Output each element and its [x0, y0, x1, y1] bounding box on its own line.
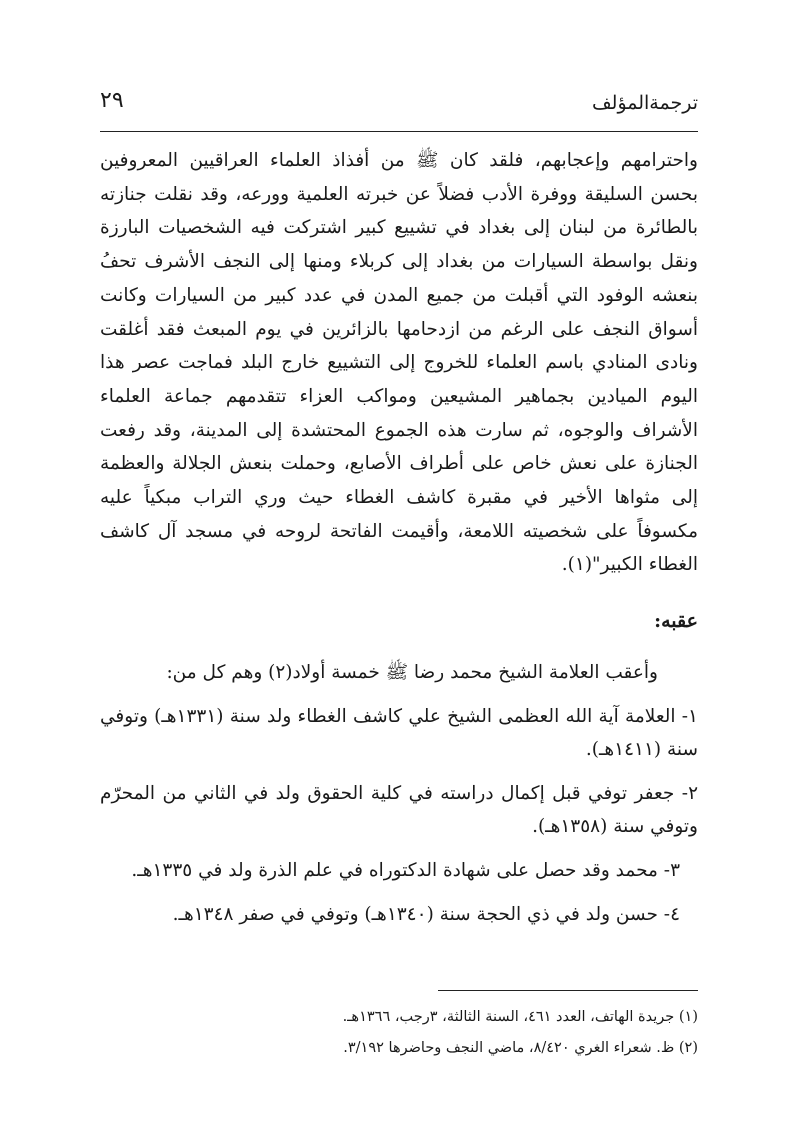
list-item: ٤- حسن ولد في ذي الحجة سنة (١٣٤٠هـ) وتوفي في صفر ١٣٤٨هـ.: [172, 904, 680, 925]
running-title: ترجمةالمؤلف: [591, 92, 698, 114]
main-paragraph: [100, 144, 698, 582]
footnote-divider: [438, 990, 698, 991]
footnote: (١) جريدة الهاتف، العدد ٤٦١، السنة الثالثة، ٣رجب، ١٣٦٦هـ.: [342, 1009, 698, 1025]
list-item: ١- العلامة آية الله العظمى الشيخ علي كاشف الغطاء ولد سنة (١٣٣١هـ) وتوفي سنة (١٤١١هـ).: [100, 706, 698, 760]
footnote: (٢) ظ. شعراء الغري ٨/٤٢٠، ماضي النجف وحاضرها ٣/١٩٢.: [343, 1040, 698, 1056]
list-intro: وأعقب العلامة الشيخ محمد رضا ﷺ خمسة أولاد(٢) وهم كل من:: [166, 662, 658, 683]
section-heading: عقبه:: [654, 610, 698, 632]
paragraph-text: واحترامهم وإعجابهم، فلقد كان ﷺ من أفذاذ العلماء العراقيين المعروفين بحسن السليقة ووفرة الأدب فضلاً عن خبرته العلمية وورعه، وقد نقلت جنازته بالطائرة من لبنان إلى بغداد في تشييع كبير اشتركت فيه الشخصيات البارزة ونقل بواسطة السيارات من بغداد إلى كربلاء ومنها إلى النجف الأشرف تحفُ بنعشه الوفود التي أقبلت من جميع المدن في عدد كبير من السيارات وكانت أسواق النجف على الرغم من ازدحامها بالزائرين في يوم المبعث فقد أغلقت ونادى المنادي باسم العلماء للخروج إلى التشييع خارج البلد فماجت عصر هذا اليوم الميادين بجماهير المشيعين ومواكب العزاء تتقدمهم جماعة العلماء الأشراف والوجوه، ثم سارت هذه الجموع المحتشدة إلى المدينة، وقد رفعت الجنازة على نعش خاص على أطراف الأصابع، وحملت بنعش الجلالة والعظمة إلى مثواها الأخير في مقبرة كاشف الغطاء حيث وري التراب مبكياً عليه مكسوفاً على شخصيته اللامعة، وأقيمت الفاتحة لروحه في مسجد آل كاشف الغطاء الكبير"(١).: [100, 150, 698, 576]
footnotes: [100, 1002, 698, 1064]
list-item: ٢- جعفر توفي قبل إكمال دراسته في كلية الحقوق ولد في الثاني من المحرّم وتوفي سنة (١٣٥٨هـ).: [100, 783, 698, 837]
list-item: ٣- محمد وقد حصل على شهادة الدكتوراه في علم الذرة ولد في ١٣٣٥هـ.: [131, 860, 680, 881]
page-number: ٢٩: [100, 88, 124, 113]
running-header: [100, 86, 698, 126]
children-list: [100, 656, 698, 931]
header-divider: [100, 131, 698, 132]
